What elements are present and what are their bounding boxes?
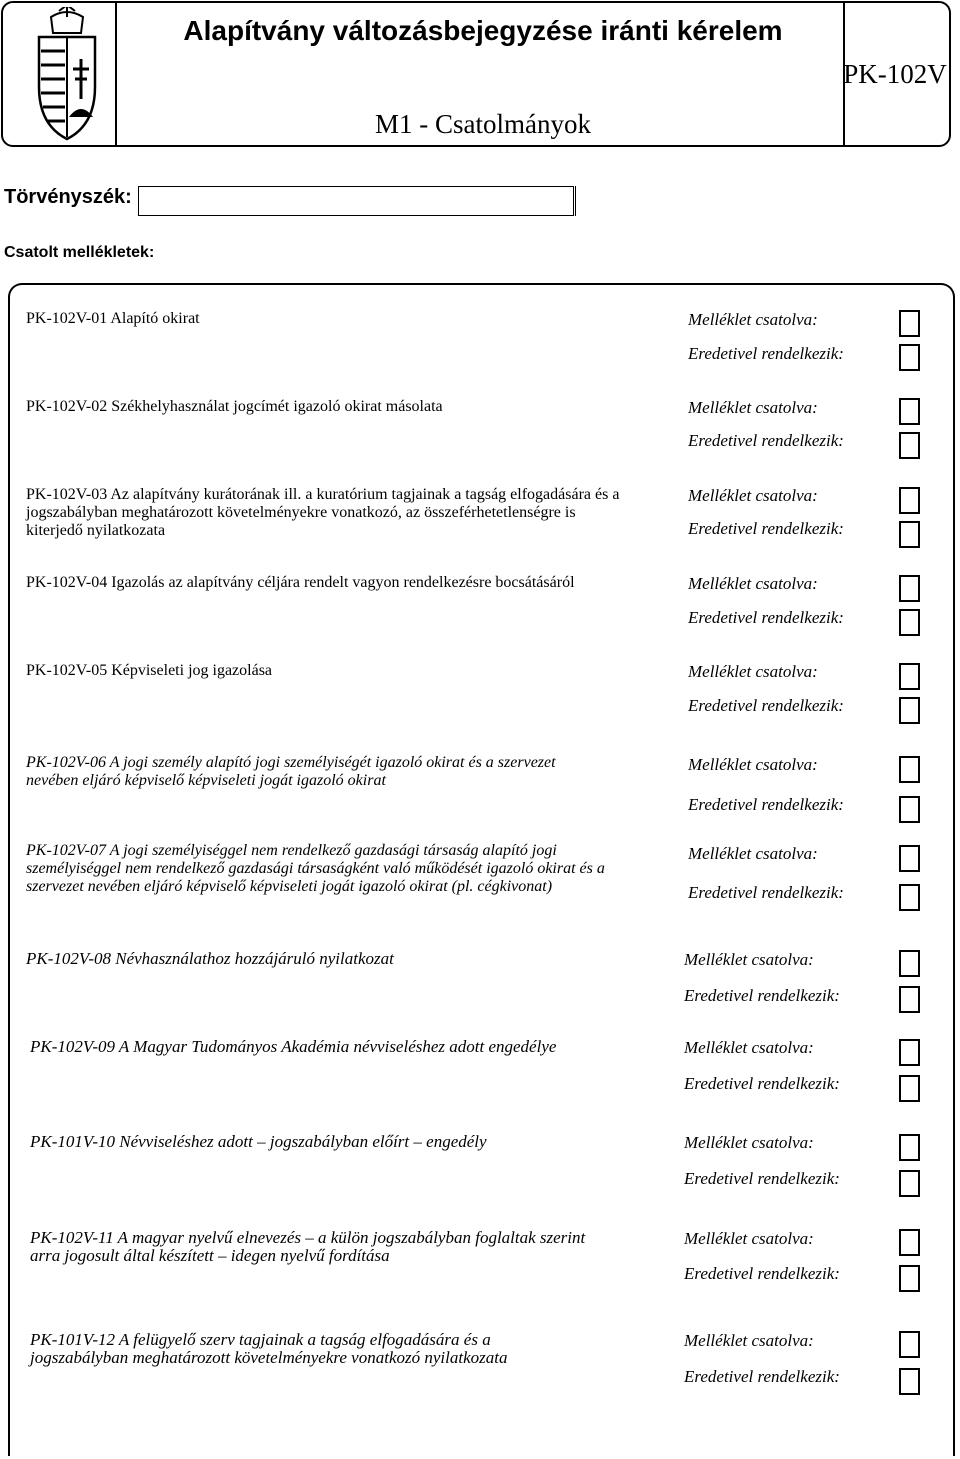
attachment-description: PK-101V-12 A felügyelő szerv tagjainak a tagság elfogadására és a jogszabályban meghatározott követelményekre vonatkozó nyilatkozata [30, 1330, 508, 1367]
attached-label: Melléklet csatolva: [688, 574, 818, 593]
text-cursor [575, 186, 576, 216]
form-subtitle: M1 - Csatolmányok [375, 109, 591, 139]
original-label: Eredetivel rendelkezik: [684, 1367, 840, 1386]
original-label: Eredetivel rendelkezik: [688, 431, 844, 450]
attached-checkbox[interactable] [899, 1134, 920, 1161]
attached-label: Melléklet csatolva: [688, 755, 818, 774]
original-checkbox[interactable] [899, 986, 920, 1013]
attached-label: Melléklet csatolva: [684, 1133, 814, 1152]
original-label: Eredetivel rendelkezik: [688, 883, 844, 902]
attachment-description: PK-102V-05 Képviseleti jog igazolása [26, 662, 273, 679]
attached-label: Melléklet csatolva: [688, 844, 818, 863]
original-label: Eredetivel rendelkezik: [688, 608, 844, 627]
attached-checkbox[interactable] [899, 1039, 920, 1066]
attached-checkbox[interactable] [899, 575, 920, 602]
attached-label: Melléklet csatolva: [684, 1229, 814, 1248]
attached-checkbox[interactable] [899, 310, 920, 337]
original-label: Eredetivel rendelkezik: [684, 986, 840, 1005]
original-checkbox[interactable] [899, 1265, 920, 1292]
original-checkbox[interactable] [899, 1368, 920, 1395]
attached-label: Melléklet csatolva: [688, 486, 818, 505]
original-checkbox[interactable] [899, 697, 920, 724]
original-label: Eredetivel rendelkezik: [688, 519, 844, 538]
original-checkbox[interactable] [899, 884, 920, 911]
original-label: Eredetivel rendelkezik: [684, 1264, 840, 1283]
attached-checkbox[interactable] [899, 398, 920, 425]
attached-checkbox[interactable] [899, 1331, 920, 1358]
form-title: Alapítvány változásbejegyzése iránti kérelem [183, 15, 783, 46]
original-checkbox[interactable] [899, 1075, 920, 1102]
attached-label: Melléklet csatolva: [688, 310, 818, 329]
court-input[interactable] [138, 186, 574, 216]
attachments-label: Csatolt mellékletek: [4, 244, 155, 261]
attachment-description: PK-102V-06 A jogi személy alapító jogi személyiségét igazoló okirat és a szervezet nevében eljáró képviselő képviseleti jogát igazoló okirat [26, 754, 556, 789]
attached-label: Melléklet csatolva: [684, 1038, 814, 1057]
attached-checkbox[interactable] [899, 845, 920, 872]
attached-label: Melléklet csatolva: [684, 950, 814, 969]
attachment-description: PK-102V-08 Névhasználathoz hozzájáruló nyilatkozat [26, 949, 394, 968]
original-checkbox[interactable] [899, 609, 920, 636]
attached-label: Melléklet csatolva: [684, 1331, 814, 1350]
attachment-description: PK-101V-10 Névviseléshez adott – jogszabályban előírt – engedély [30, 1132, 487, 1151]
attachment-description: PK-102V-04 Igazolás az alapítvány céljára rendelt vagyon rendelkezésre bocsátásáról [26, 574, 575, 591]
attachment-description: PK-102V-07 A jogi személyiséggel nem rendelkező gazdasági társaság alapító jogi személyiséggel nem rendelkező gazdasági társaságként való működését igazoló okirat és a szervezet nevében eljáró képviselő képviseleti jogát igazoló okirat (pl. cégkivonat) [26, 842, 605, 895]
attachment-description: PK-102V-03 Az alapítvány kurátorának ill. a kuratórium tagjainak a tagság elfogadására és a jogszabályban meghatározott követelményekre vonatkozó, az összeférhetetlenségre is kiterjedő nyilatkozata [26, 486, 620, 539]
original-checkbox[interactable] [899, 796, 920, 823]
form-header [1, 1, 951, 147]
original-checkbox[interactable] [899, 344, 920, 371]
attachment-description: PK-102V-11 A magyar nyelvű elnevezés – a külön jogszabályban foglaltak szerint arra jogosult által készített – idegen nyelvű fordítása [30, 1228, 586, 1265]
original-label: Eredetivel rendelkezik: [688, 344, 844, 363]
attached-checkbox[interactable] [899, 1229, 920, 1256]
original-label: Eredetivel rendelkezik: [684, 1074, 840, 1093]
original-checkbox[interactable] [899, 432, 920, 459]
original-label: Eredetivel rendelkezik: [688, 795, 844, 814]
attached-label: Melléklet csatolva: [688, 662, 818, 681]
header-divider [115, 3, 117, 145]
form-code: PK-102V [843, 59, 947, 89]
original-label: Eredetivel rendelkezik: [688, 696, 844, 715]
attached-checkbox[interactable] [899, 756, 920, 783]
attached-checkbox[interactable] [899, 487, 920, 514]
original-checkbox[interactable] [899, 521, 920, 548]
attachment-description: PK-102V-01 Alapító okirat [26, 310, 200, 327]
attached-label: Melléklet csatolva: [688, 398, 818, 417]
original-label: Eredetivel rendelkezik: [684, 1169, 840, 1188]
original-checkbox[interactable] [899, 1170, 920, 1197]
hungarian-coat-of-arms-icon [31, 7, 103, 143]
attached-checkbox[interactable] [899, 663, 920, 690]
court-label: Törvényszék: [4, 186, 132, 208]
attached-checkbox[interactable] [899, 950, 920, 977]
attachment-description: PK-102V-02 Székhelyhasználat jogcímét igazoló okirat másolata [26, 398, 443, 415]
attachment-description: PK-102V-09 A Magyar Tudományos Akadémia névviseléshez adott engedélye [30, 1037, 557, 1056]
